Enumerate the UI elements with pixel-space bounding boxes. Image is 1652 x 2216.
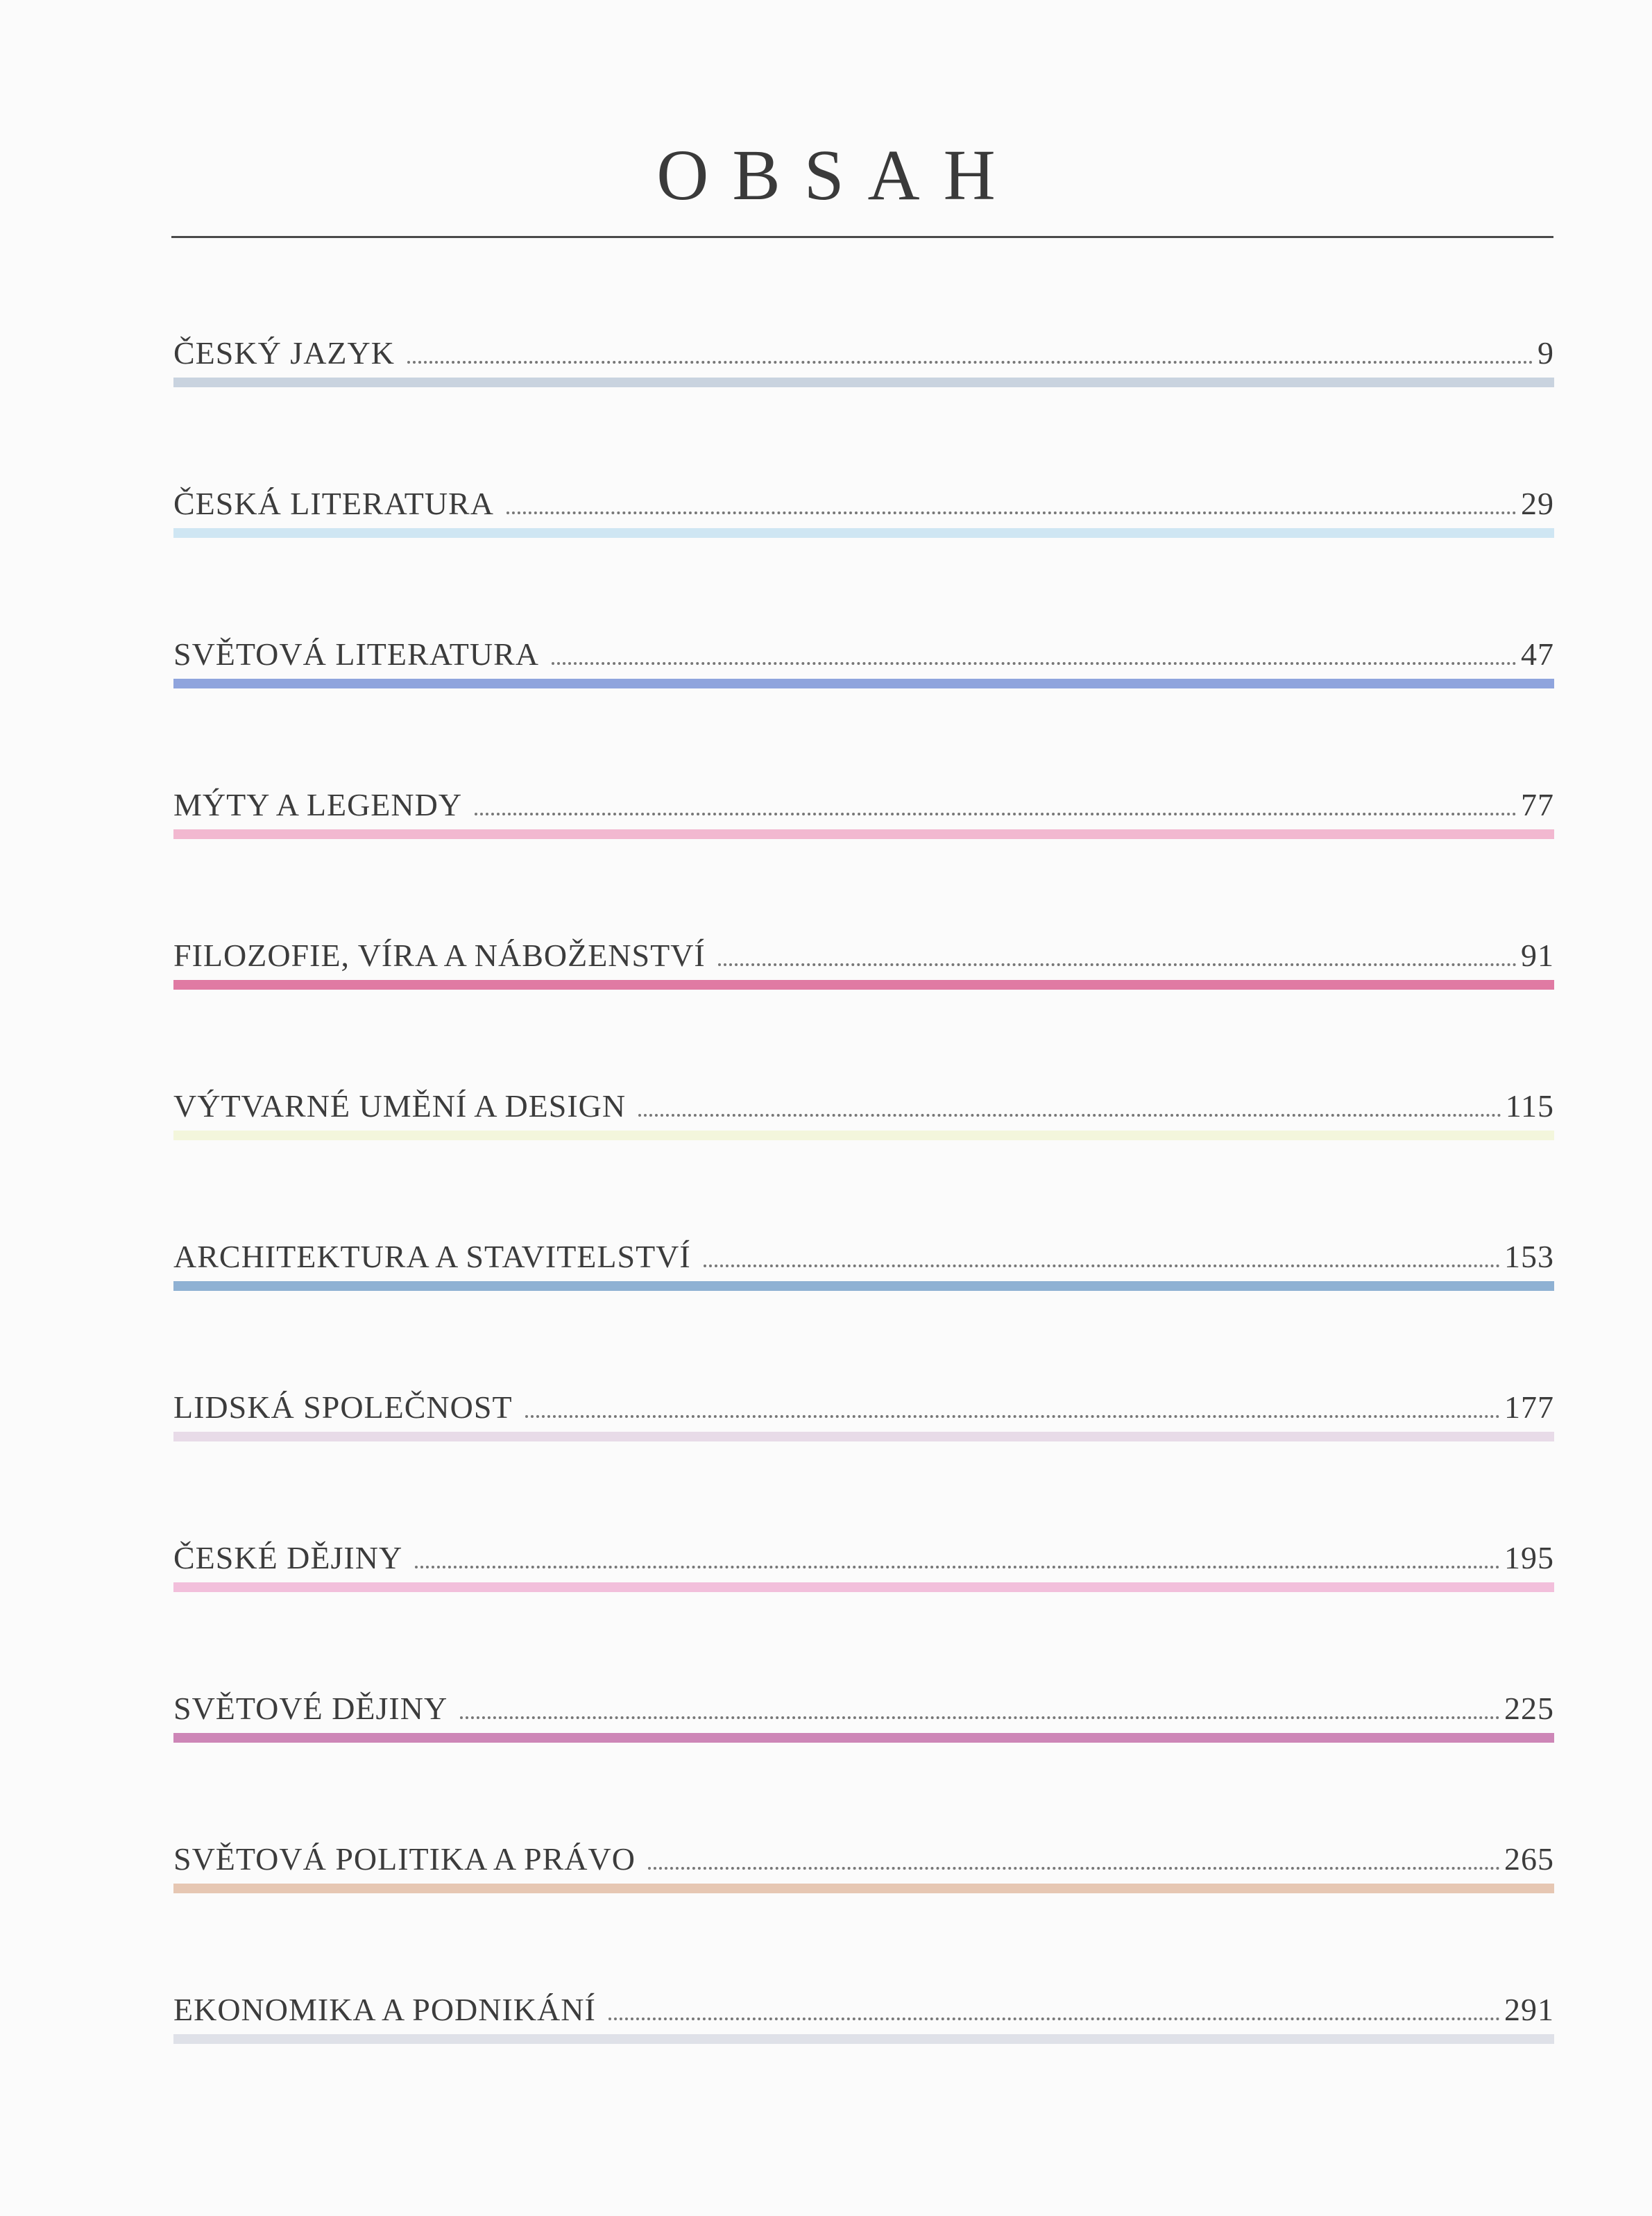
toc-page-number: 47: [1521, 636, 1554, 672]
toc-dot-leader: [506, 511, 1517, 514]
toc-label: EKONOMIKA A PODNIKÁNÍ: [173, 1992, 596, 2027]
toc-dot-leader: [648, 1867, 1500, 1870]
toc-color-bar: [173, 2034, 1554, 2044]
toc-page-number: 265: [1504, 1841, 1554, 1877]
toc-line: [173, 629, 1554, 670]
toc-entry-myty-a-legendy[interactable]: [173, 779, 1554, 842]
toc-label: ČESKÁ LITERATURA: [173, 486, 494, 521]
toc-dot-leader: [407, 361, 1533, 364]
toc-line: [173, 930, 1554, 972]
toc-entry-architektura[interactable]: [173, 1231, 1554, 1294]
toc-color-bar: [173, 1281, 1554, 1291]
toc-color-bar: [173, 679, 1554, 688]
toc-color-bar: [173, 1884, 1554, 1893]
toc-dot-leader: [525, 1415, 1500, 1418]
toc-page-number: 195: [1504, 1540, 1554, 1575]
toc-page-number: 291: [1504, 1992, 1554, 2027]
toc-color-bar: [173, 1582, 1554, 1592]
toc-line: [173, 1081, 1554, 1122]
toc-label: ČESKÉ DĚJINY: [173, 1540, 403, 1575]
toc-entry-lidska-spolecnost[interactable]: [173, 1382, 1554, 1444]
toc-dot-leader: [608, 2018, 1500, 2020]
toc-color-bar: [173, 378, 1554, 387]
toc-entry-ekonomika[interactable]: [173, 1984, 1554, 2047]
toc-entry-svetova-politika[interactable]: [173, 1834, 1554, 1896]
toc-dot-leader: [718, 963, 1517, 966]
toc-dot-leader: [552, 662, 1517, 665]
toc-entry-ceska-literatura[interactable]: [173, 478, 1554, 541]
toc-dot-leader: [460, 1716, 1500, 1719]
toc-line: [173, 1984, 1554, 2026]
toc-label: MÝTY A LEGENDY: [173, 787, 463, 822]
toc-label: LIDSKÁ SPOLEČNOST: [173, 1389, 513, 1425]
toc-page-number: 225: [1504, 1691, 1554, 1726]
toc-line: [173, 1382, 1554, 1423]
toc-page-number: 91: [1521, 938, 1554, 973]
toc-page-number: 9: [1538, 335, 1554, 371]
toc-line: [173, 1683, 1554, 1725]
toc-line: [173, 1532, 1554, 1574]
toc-page-number: 29: [1521, 486, 1554, 521]
toc-color-bar: [173, 1432, 1554, 1441]
toc-label: ARCHITEKTURA A STAVITELSTVÍ: [173, 1239, 691, 1274]
toc-entry-ceske-dejiny[interactable]: [173, 1532, 1554, 1595]
toc-entry-svetova-literatura[interactable]: [173, 629, 1554, 691]
toc-label: VÝTVARNÉ UMĚNÍ A DESIGN: [173, 1088, 627, 1124]
toc-entry-svetove-dejiny[interactable]: [173, 1683, 1554, 1745]
toc-page-number: 115: [1505, 1088, 1554, 1124]
toc-line: [173, 328, 1554, 369]
toc-entry-cesky-jazyk[interactable]: [173, 328, 1554, 390]
toc-page-number: 77: [1521, 787, 1554, 822]
toc-label: ČESKÝ JAZYK: [173, 335, 395, 371]
toc-label: FILOZOFIE, VÍRA A NÁBOŽENSTVÍ: [173, 938, 706, 973]
toc-line: [173, 779, 1554, 821]
toc-line: [173, 1834, 1554, 1875]
toc-label: SVĚTOVÉ DĚJINY: [173, 1691, 448, 1726]
toc-dot-leader: [704, 1265, 1500, 1267]
toc-label: SVĚTOVÁ LITERATURA: [173, 636, 539, 672]
toc-color-bar: [173, 980, 1554, 990]
toc-color-bar: [173, 528, 1554, 538]
title-rule: [171, 236, 1553, 238]
toc-line: [173, 1231, 1554, 1273]
toc-entry-filozofie[interactable]: [173, 930, 1554, 992]
toc-page-number: 153: [1504, 1239, 1554, 1274]
toc-label: SVĚTOVÁ POLITIKA A PRÁVO: [173, 1841, 636, 1877]
toc-entry-vytvarne-umeni[interactable]: [173, 1081, 1554, 1143]
toc-line: [173, 478, 1554, 520]
page-title: OBSAH: [656, 135, 1019, 215]
toc-dot-leader: [475, 813, 1517, 815]
toc-color-bar: [173, 829, 1554, 839]
toc-dot-leader: [415, 1566, 1500, 1568]
toc-color-bar: [173, 1131, 1554, 1140]
toc-dot-leader: [638, 1114, 1501, 1117]
toc-color-bar: [173, 1733, 1554, 1743]
toc-page-number: 177: [1504, 1389, 1554, 1425]
